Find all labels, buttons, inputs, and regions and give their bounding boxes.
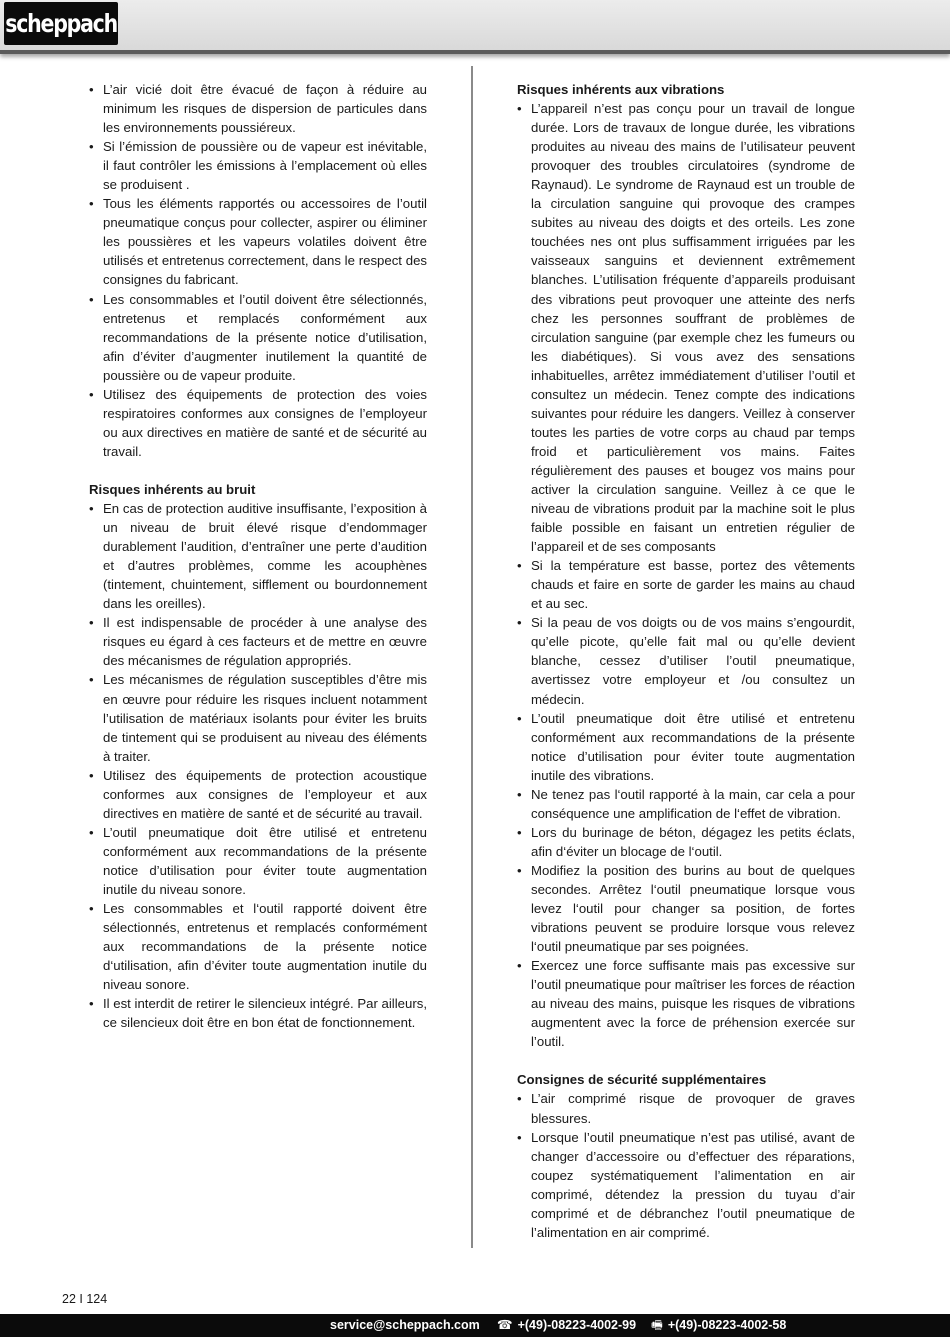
list-item	[89, 766, 427, 823]
list-item-text: Si la température est basse, portez des vêtements chauds et faire en sorte de garder les mains au chaud et au sec.	[531, 558, 855, 612]
brand-logo	[4, 2, 118, 45]
additional-safety-list	[517, 1089, 855, 1241]
fax-icon: 🖷	[651, 1318, 663, 1332]
right-column	[517, 80, 855, 1242]
bullet-icon: •	[89, 672, 94, 688]
phone-contact	[497, 1314, 636, 1337]
list-item	[89, 137, 427, 194]
list-item-text: Modifiez la position des burins au bout de quelques secondes. Arrêtez l‘outil pneumatique lorsque vous levez l‘outil pour changer sa position, de fortes vibrations peuvent se produire lorsque vous relevez l‘outil pneumatique par ses poignées.	[531, 862, 855, 955]
bullet-icon: •	[517, 101, 522, 117]
bullet-icon: •	[89, 767, 94, 783]
list-item	[89, 80, 427, 137]
page-header	[0, 0, 950, 54]
list-item-text: Il est indispensable de procéder à une analyse des risques eu égard à ces facteurs et de mettre en œuvre des mécanismes de régulation appropriés.	[103, 615, 427, 669]
list-item	[89, 385, 427, 461]
list-item-text: L’air comprimé risque de provoquer de graves blessures.	[531, 1091, 855, 1126]
list-item	[89, 499, 427, 613]
bullet-icon: •	[517, 824, 522, 840]
list-item	[517, 1089, 855, 1127]
list-item-text: Lorsque l’outil pneumatique n’est pas utilisé, avant de changer d’accessoire ou d’effectuer des réparations, coupez systématiquement l’alimentation en air comprimé, détendez la pression du tuyau d’air comprimé et de débranchez l’outil pneumatique de l’alimentation en air comprimé.	[531, 1129, 855, 1240]
list-item-text: En cas de protection auditive insuffisante, l’exposition à un niveau de bruit élevé risque d’endommager durablement l’audition, d’entraîner une perte d’audition et d’autres problèmes, comme les acouphènes (tintement, chuintement, sifflement ou bourdonnement dans les oreilles).	[103, 501, 427, 612]
list-item	[89, 194, 427, 289]
list-item	[89, 994, 427, 1032]
list-item	[89, 613, 427, 670]
phone-icon: ☎	[497, 1318, 513, 1332]
page-number: 22 I 124	[62, 1292, 108, 1306]
list-item	[517, 823, 855, 861]
column-divider	[471, 66, 473, 1248]
list-item-text: Lors du burinage de béton, dégagez les petits éclats, afin d‘éviter un blocage de l‘outil.	[531, 824, 855, 859]
list-item-text: Utilisez des équipements de protection des voies respiratoires conformes aux consignes de l’employeur ou aux directives en matière de santé et de sécurité au travail.	[103, 386, 427, 459]
fax-contact	[651, 1314, 786, 1337]
left-column	[89, 80, 427, 1032]
list-item-text: Les consommables et l‘outil rapporté doivent être sélectionnés, entretenus et remplacés conformément aux recommandations de la présente notice d‘utilisation, afin d’éviter toute augmentation inutile du niveau sonore.	[103, 901, 427, 993]
bullet-icon: •	[517, 958, 522, 974]
list-item	[517, 785, 855, 823]
bullet-icon: •	[517, 615, 522, 631]
contact-footer	[0, 1314, 950, 1337]
bullet-icon: •	[89, 291, 94, 307]
bullet-icon: •	[89, 196, 94, 212]
list-item	[517, 709, 855, 785]
bullet-icon: •	[89, 82, 94, 97]
bullet-icon: •	[89, 139, 94, 155]
dust-safety-list	[89, 80, 427, 461]
phone-number: +(49)-08223-4002-99	[517, 1318, 637, 1332]
brand-logo-text: scheppach	[5, 9, 117, 38]
noise-risks-heading: Risques inhérents au bruit	[89, 481, 256, 497]
bullet-icon: •	[517, 558, 522, 574]
list-item-text: L’air vicié doit être évacué de façon à réduire au minimum les risques de dispersion de particules dans les environnements poussiéreux.	[103, 82, 427, 136]
bullet-icon: •	[517, 710, 522, 726]
list-item-text: L’outil pneumatique doit être utilisé et entretenu conformément aux recommandations de la présente notice d’utilisation pour éviter toute augmentation inutile des vibrations.	[531, 710, 855, 783]
bullet-icon: •	[89, 386, 94, 402]
bullet-icon: •	[517, 862, 522, 878]
service-email-link[interactable]: service@scheppach.com	[330, 1318, 480, 1332]
bullet-icon: •	[89, 996, 94, 1012]
list-item	[89, 290, 427, 385]
list-item-text: L’outil pneumatique doit être utilisé et entretenu conformément aux recommandations de la présente notice d’utilisation pour éviter toute augmentation inutile du niveau sonore.	[103, 824, 427, 897]
additional-safety-heading: Consignes de sécurité supplémentaires	[517, 1072, 767, 1088]
vibration-risks-list	[517, 99, 855, 1051]
list-item-text: Il est interdit de retirer le silencieux intégré. Par ailleurs, ce silencieux doit être en bon état de fonctionnement.	[103, 996, 427, 1031]
list-item	[89, 670, 427, 765]
bullet-icon: •	[517, 1129, 522, 1145]
bullet-icon: •	[517, 786, 522, 802]
list-item-text: Les mécanismes de régulation susceptibles d’être mis en œuvre pour réduire les risques incluent notamment l’utilisation de matériaux isolants pour éviter les bruits de tintement qui se produisent au niveau des éléments à traiter.	[103, 672, 427, 764]
list-item	[517, 861, 855, 956]
bullet-icon: •	[517, 1091, 522, 1107]
vibration-risks-heading: Risques inhérents aux vibrations	[517, 82, 725, 97]
noise-risks-list	[89, 499, 427, 1032]
bullet-icon: •	[89, 501, 94, 517]
list-item	[517, 956, 855, 1051]
list-item	[89, 899, 427, 994]
list-item-text: Si la peau de vos doigts ou de vos mains s’engourdit, qu’elle picote, qu’elle fait mal ou qu’elle devient blanche, cessez d’utiliser l’outil pneumatique, avertissez votre employeur et /ou consultez un médecin.	[531, 615, 855, 707]
list-item-text: Utilisez des équipements de protection acoustique conformes aux consignes de l’employeur et aux directives en matière de santé et de sécurité au travail.	[103, 767, 427, 821]
bullet-icon: •	[89, 615, 94, 631]
list-item-text: Si l’émission de poussière ou de vapeur est inévitable, il faut contrôler les émissions à l’emplacement où elles se produisent .	[103, 139, 427, 193]
list-item	[89, 823, 427, 899]
list-item-text: Exercez une force suffisante mais pas excessive sur l’outil pneumatique pour maîtriser les forces de réaction au niveau des mains, puisque les risques de vibrations augmentent avec la force de préhension exercée sur l’outil.	[531, 958, 855, 1050]
list-item-text: L’appareil n’est pas conçu pour un travail de longue durée. Lors de travaux de longue durée, les vibrations produites au niveau des mains de l’utilisateur peuvent provoquer des troubles circulatoires (syndrome de Raynaud). Le syndrome de Raynaud est un trouble de la circulation sanguine qui provoque des crampes subites au niveau des doigts et des orteils. Les zone touchées nes ont plus suffisamment irriguées par les vaisseaux sanguins et deviennent extrêmement blanches. L’utilisation fréquente d’appareils produisant des vibrations peut provoquer une atteinte des nerfs chez les personnes souffrant de problèmes de circulation sanguine (par exemple chez les fumeurs ou les diabétiques). Si vous avez des sensations inhabituelles, arrêtez immédiatement d’utiliser l’outil et consultez un médecin. Tenez compte des indications suivantes pour réduire les dangers. Veillez à conserver toutes les parties de votre corps au chaud par temps froid et particulièrement vos mains. Faites régulièrement des pauses et bougez vos mains pour activer la circulation sanguine. Veillez à ce que le niveau de vibrations produit par la machine soit le plus faible possible en faisant un entretien régulier de l’appareil et de ses composants	[531, 101, 855, 555]
bullet-icon: •	[89, 901, 94, 917]
list-item	[517, 1128, 855, 1242]
bullet-icon: •	[89, 824, 94, 840]
list-item-text: Tous les éléments rapportés ou accessoires de l’outil pneumatique conçus pour collecter, aspirer ou éliminer les poussières et les vapeurs volatiles doivent être utilisés et entretenus correctement, dans le respect des consignes du fabricant.	[103, 196, 427, 288]
list-item-text: Les consommables et l’outil doivent être sélectionnés, entretenus et remplacés conformément aux recommandations de la présente notice d’utilisation, afin d’éviter d’augmenter inutilement la quantité de poussière ou de vapeur produite.	[103, 291, 427, 383]
list-item	[517, 99, 855, 556]
list-item-text: Ne tenez pas l‘outil rapporté à la main, car cela a pour conséquence une amplification de l‘effet de vibration.	[531, 786, 855, 821]
fax-number: +(49)-08223-4002-58	[667, 1318, 787, 1332]
list-item	[517, 556, 855, 613]
list-item	[517, 613, 855, 708]
